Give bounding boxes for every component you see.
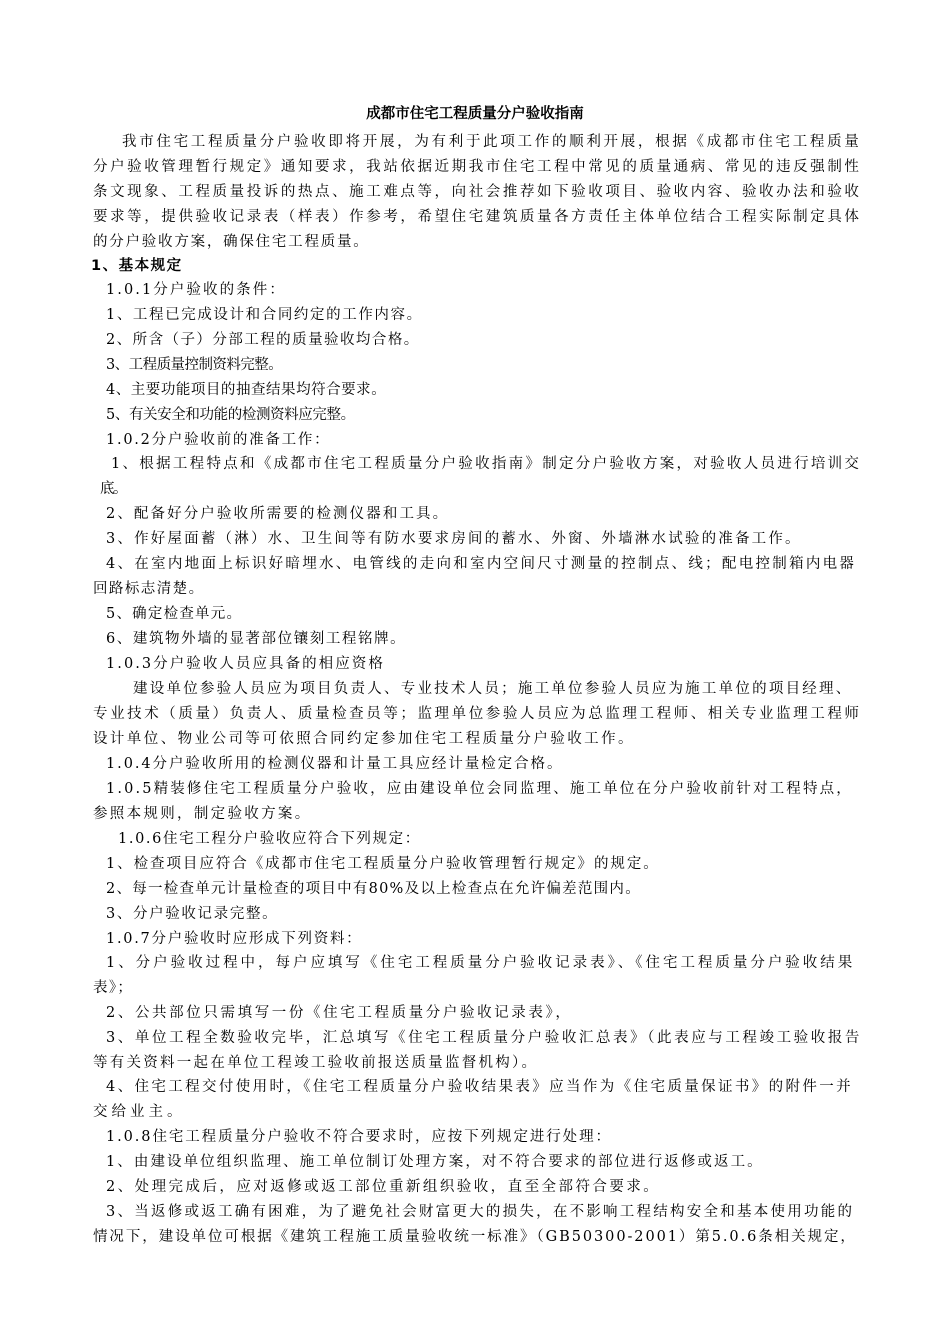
- text-line: 1.0.5精装修住宅工程质量分户验收，应由建设单位会同监理、施工单位在分户验收前针对工程特点，: [106, 781, 853, 797]
- text-line: 1.0.1分户验收的条件：: [106, 282, 286, 298]
- text-line: 1、分户验收过程中，每户应填写《住宅工程质量分户验收记录表》、《住宅工程质量分户验收结果: [106, 955, 856, 971]
- text-line: 条文现象、工程质量投诉的热点、施工难点等，向社会推荐如下验收项目、验收内容、验收办法和验收: [93, 184, 862, 200]
- text-line: 6、建筑物外墙的显著部位镶刻工程铭牌。: [106, 631, 407, 647]
- text-line: 3、工程质量控制资料完整。: [106, 357, 283, 373]
- text-line: 1.0.2分户验收前的准备工作：: [106, 432, 331, 448]
- text-line: 等有关资料一起在单位工程竣工验收前报送质量监督机构）。: [93, 1055, 539, 1071]
- text-line: 参照本规则，制定验收方案。: [93, 806, 312, 822]
- text-line: 要求等，提供验收记录表（样表）作参考，希望住宅建筑质量各方责任主体单位结合工程实际制定具体: [93, 209, 862, 225]
- text-line: 5、确定检查单元。: [106, 606, 243, 622]
- text-line: 3、当返修或返工确有困难，为了避免社会财富更大的损失，在不影响工程结构安全和基本使用功能的: [106, 1204, 855, 1220]
- text-line: 4、在室内地面上标识好暗埋水、电管线的走向和室内空间尺寸测量的控制点、线；配电控制箱内电器: [106, 556, 857, 572]
- text-line: 1、根据工程特点和《成都市住宅工程质量分户验收指南》制定分户验收方案，对验收人员进行培训交: [111, 456, 862, 472]
- text-line: 2、所含（子）分部工程的质量验收均合格。: [106, 332, 420, 348]
- text-line: 交给业主。: [93, 1104, 186, 1120]
- section-heading: 1、基本规定: [91, 258, 183, 274]
- text-line: 2、公共部位只需填写一份《住宅工程质量分户验收记录表》，: [106, 1005, 573, 1021]
- text-line: 1、工程已完成设计和合同约定的工作内容。: [106, 307, 423, 323]
- text-line: 3、分户验收记录完整。: [106, 906, 279, 922]
- document-title: 成都市住宅工程质量分户验收指南: [366, 106, 584, 122]
- text-line: 3、作好屋面蓄（淋）水、卫生间等有防水要求房间的蓄水、外窗、外墙淋水试验的准备工作。: [106, 531, 802, 547]
- text-line: 2、每一检查单元计量检查的项目中有80%及以上检查点在允许偏差范围内。: [106, 881, 641, 897]
- text-line: 表》；: [93, 980, 134, 996]
- text-line: 建设单位参验人员应为项目负责人、专业技术人员；施工单位参验人员应为施工单位的项目经理、: [133, 681, 853, 697]
- text-line: 底。: [100, 481, 126, 497]
- text-line: 设计单位、物业公司等可依照合同约定参加住宅工程质量分户验收工作。: [93, 731, 635, 747]
- text-line: 1.0.7分户验收时应形成下列资料：: [106, 931, 363, 947]
- text-line: 1.0.3分户验收人员应具备的相应资格: [106, 656, 385, 672]
- text-line: 1.0.8住宅工程质量分户验收不符合要求时，应按下列规定进行处理：: [106, 1129, 612, 1145]
- text-line: 情况下，建设单位可根据《建筑工程施工质量验收统一标准》（GB50300-2001）第5.0.6条相关规定，: [93, 1229, 857, 1245]
- text-line: 专业技术（质量）负责人、质量检查员等；监理单位参验人员应为总监理工程师、相关专业监理工程师: [93, 706, 862, 722]
- text-line: 1、由建设单位组织监理、施工单位制订处理方案，对不符合要求的部位进行返修或返工。: [106, 1154, 764, 1170]
- text-line: 3、单位工程全数验收完毕，汇总填写《住宅工程质量分户验收汇总表》（此表应与工程竣工验收报告: [106, 1030, 862, 1046]
- text-line: 的分户验收方案，确保住宅工程质量。: [93, 234, 370, 250]
- text-line: 1.0.6住宅工程分户验收应符合下列规定：: [118, 831, 421, 847]
- text-line: 我市住宅工程质量分户验收即将开展，为有利于此项工作的顺利开展，根据《成都市住宅工程质量: [122, 134, 862, 150]
- text-line: 2、处理完成后，应对返修或返工部位重新组织验收，直至全部符合要求。: [106, 1179, 661, 1195]
- text-line: 1.0.4分户验收所用的检测仪器和计量工具应经计量检定合格。: [106, 756, 564, 772]
- text-line: 2、配备好分户验收所需要的检测仪器和工具。: [106, 506, 450, 522]
- text-line: 回路标志清楚。: [93, 581, 205, 597]
- text-line: 1、检查项目应符合《成都市住宅工程质量分户验收管理暂行规定》的规定。: [106, 856, 660, 872]
- text-line: 4、主要功能项目的抽查结果均符合要求。: [106, 382, 387, 398]
- text-line: 4、住宅工程交付使用时，《住宅工程质量分户验收结果表》应当作为《住宅质量保证书》的附件一并: [106, 1079, 853, 1095]
- text-line: 分户验收管理暂行规定》通知要求，我站依据近期我市住宅工程中常见的质量通病、常见的违反强制性: [93, 159, 862, 175]
- text-line: 5、有关安全和功能的检测资料应完整。: [106, 407, 355, 423]
